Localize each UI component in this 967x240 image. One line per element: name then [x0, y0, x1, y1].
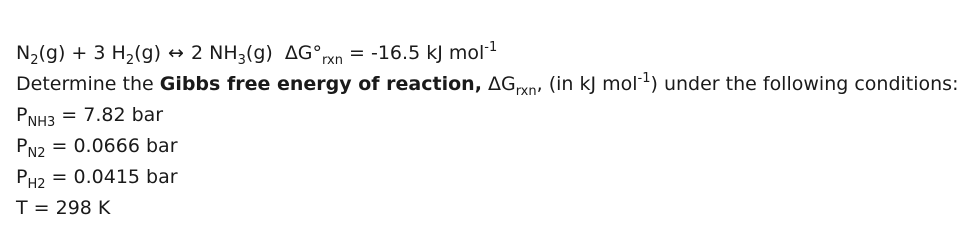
condition-pn2: [16, 131, 961, 162]
nh3-subscript: 3: [237, 53, 246, 68]
pressure-subscript: H2: [27, 177, 46, 192]
n2-subscript: 2: [30, 53, 39, 68]
reaction-equation: [16, 38, 961, 69]
n2-state: (g): [38, 42, 66, 64]
n2-symbol: N: [16, 42, 31, 64]
question-prefix: Determine the: [16, 73, 160, 95]
nh3-state: (g): [245, 42, 273, 64]
condition-temperature: [16, 193, 961, 224]
standard-gibbs-value: = -16.5 kJ mol: [349, 42, 485, 64]
question-suffix: ) under the following conditions:: [650, 73, 959, 95]
question-sentence: [16, 69, 961, 100]
pressure-subscript: N2: [27, 146, 46, 161]
pressure-symbol: P: [16, 166, 28, 188]
standard-gibbs-symbol: ΔG°: [284, 42, 323, 64]
question-delta-symbol: ΔG: [481, 73, 516, 95]
pressure-value: = 0.0415 bar: [45, 166, 178, 188]
problem-text: [16, 38, 961, 224]
condition-ph2: [16, 162, 961, 193]
pressure-symbol: P: [16, 104, 28, 126]
temperature-value: T = 298 K: [16, 197, 111, 219]
equilibrium-arrow: ↔: [168, 42, 184, 64]
h2-term: + 3 H: [65, 42, 126, 64]
pressure-value: = 7.82 bar: [55, 104, 164, 126]
question-unit-exponent: -1: [637, 71, 651, 86]
question-delta-subscript: rxn: [515, 84, 537, 99]
standard-gibbs-subscript: rxn: [322, 53, 343, 68]
h2-state: (g): [134, 42, 161, 64]
question-unit-text: , (in kJ mol: [536, 73, 638, 95]
nh3-term: 2 NH: [191, 42, 238, 64]
pressure-value: = 0.0666 bar: [45, 135, 178, 157]
question-bold-term: Gibbs free energy of reaction,: [159, 73, 482, 95]
h2-subscript: 2: [125, 53, 135, 68]
pressure-symbol: P: [16, 135, 28, 157]
standard-gibbs-unit-exponent: -1: [484, 40, 498, 55]
condition-pnh3: [16, 100, 961, 131]
pressure-subscript: NH3: [27, 115, 56, 130]
